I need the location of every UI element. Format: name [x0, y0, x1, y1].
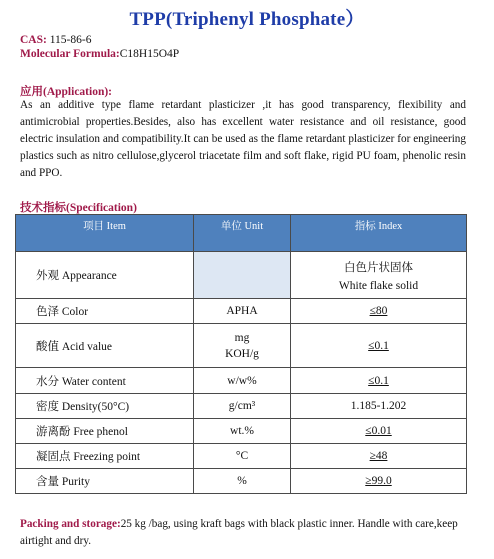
row-index: ≤0.1 [291, 368, 467, 394]
index-line-2: White flake solid [338, 279, 419, 292]
table-row [16, 444, 467, 469]
row-unit [194, 324, 291, 368]
table-header-row [16, 215, 467, 252]
table-row [16, 324, 467, 368]
cas-line [20, 33, 91, 47]
application-text: As an additive type flame retardant plasticizer ,it has good transparency, flexibility and antimicrobial properties.Besides, also has excellent water resistance and oil resistance, good electric insulation and compatibility.It can be used as the flame retardant plasticizer for engineering plastics such as nitro cellulose,glycerol triacetate film and soft flake, rigid PU foam, phenolic resin and PPO. [20, 99, 466, 179]
packing-text: 25 kg /bag, using kraft bags with black plastic inner. Handle with care,keep airtight and dry. [20, 518, 458, 547]
specification-heading: 技术指标(Specification) [20, 202, 137, 214]
row-index [291, 252, 467, 299]
application-heading: 应用(Application): [20, 86, 112, 98]
formula-line [20, 47, 179, 61]
specification-table [15, 214, 467, 494]
row-unit: APHA [194, 299, 291, 324]
row-item: 外观 Appearance [16, 252, 194, 299]
row-unit: % [194, 469, 291, 494]
row-item: 游离酚 Free phenol [16, 419, 194, 444]
cas-value: 115-86-6 [46, 34, 92, 46]
row-item: 色泽 Color [16, 299, 194, 324]
row-unit: °C [194, 444, 291, 469]
row-item: 凝固点 Freezing point [16, 444, 194, 469]
row-index: ≥99.0 [291, 469, 467, 494]
header-item: 项目 Item [16, 215, 194, 252]
packing-storage [20, 516, 472, 550]
row-index: 1.185-1.202 [291, 394, 467, 419]
header-unit: 单位 Unit [194, 215, 291, 252]
header-index: 指标 Index [291, 215, 467, 252]
page-title: TPP(Triphenyl Phosphate） [129, 9, 365, 30]
unit-line-2: KOH/g [225, 347, 259, 360]
row-index: ≤0.1 [291, 324, 467, 368]
row-unit: wt.% [194, 419, 291, 444]
table-row [16, 252, 467, 299]
packing-label: Packing and storage: [20, 518, 121, 530]
index-line-1: 白色片状固体 [344, 261, 413, 274]
row-item: 含量 Purity [16, 469, 194, 494]
row-index: ≥48 [291, 444, 467, 469]
row-unit: g/cm³ [194, 394, 291, 419]
table-row [16, 368, 467, 394]
row-item: 水分 Water content [16, 368, 194, 394]
row-index: ≤80 [291, 299, 467, 324]
row-item: 酸值 Acid value [16, 324, 194, 368]
table-row [16, 394, 467, 419]
row-item: 密度 Density(50°C) [16, 394, 194, 419]
row-index: ≤0.01 [291, 419, 467, 444]
table-row [16, 299, 467, 324]
table-row [16, 469, 467, 494]
unit-line-1: mg [234, 331, 250, 344]
table-row [16, 419, 467, 444]
formula-label: Molecular Formula: [20, 48, 120, 60]
row-unit [194, 252, 291, 299]
cas-label: CAS: [20, 34, 47, 46]
row-unit: w/w% [194, 368, 291, 394]
formula-value: C18H15O4P [119, 48, 180, 60]
